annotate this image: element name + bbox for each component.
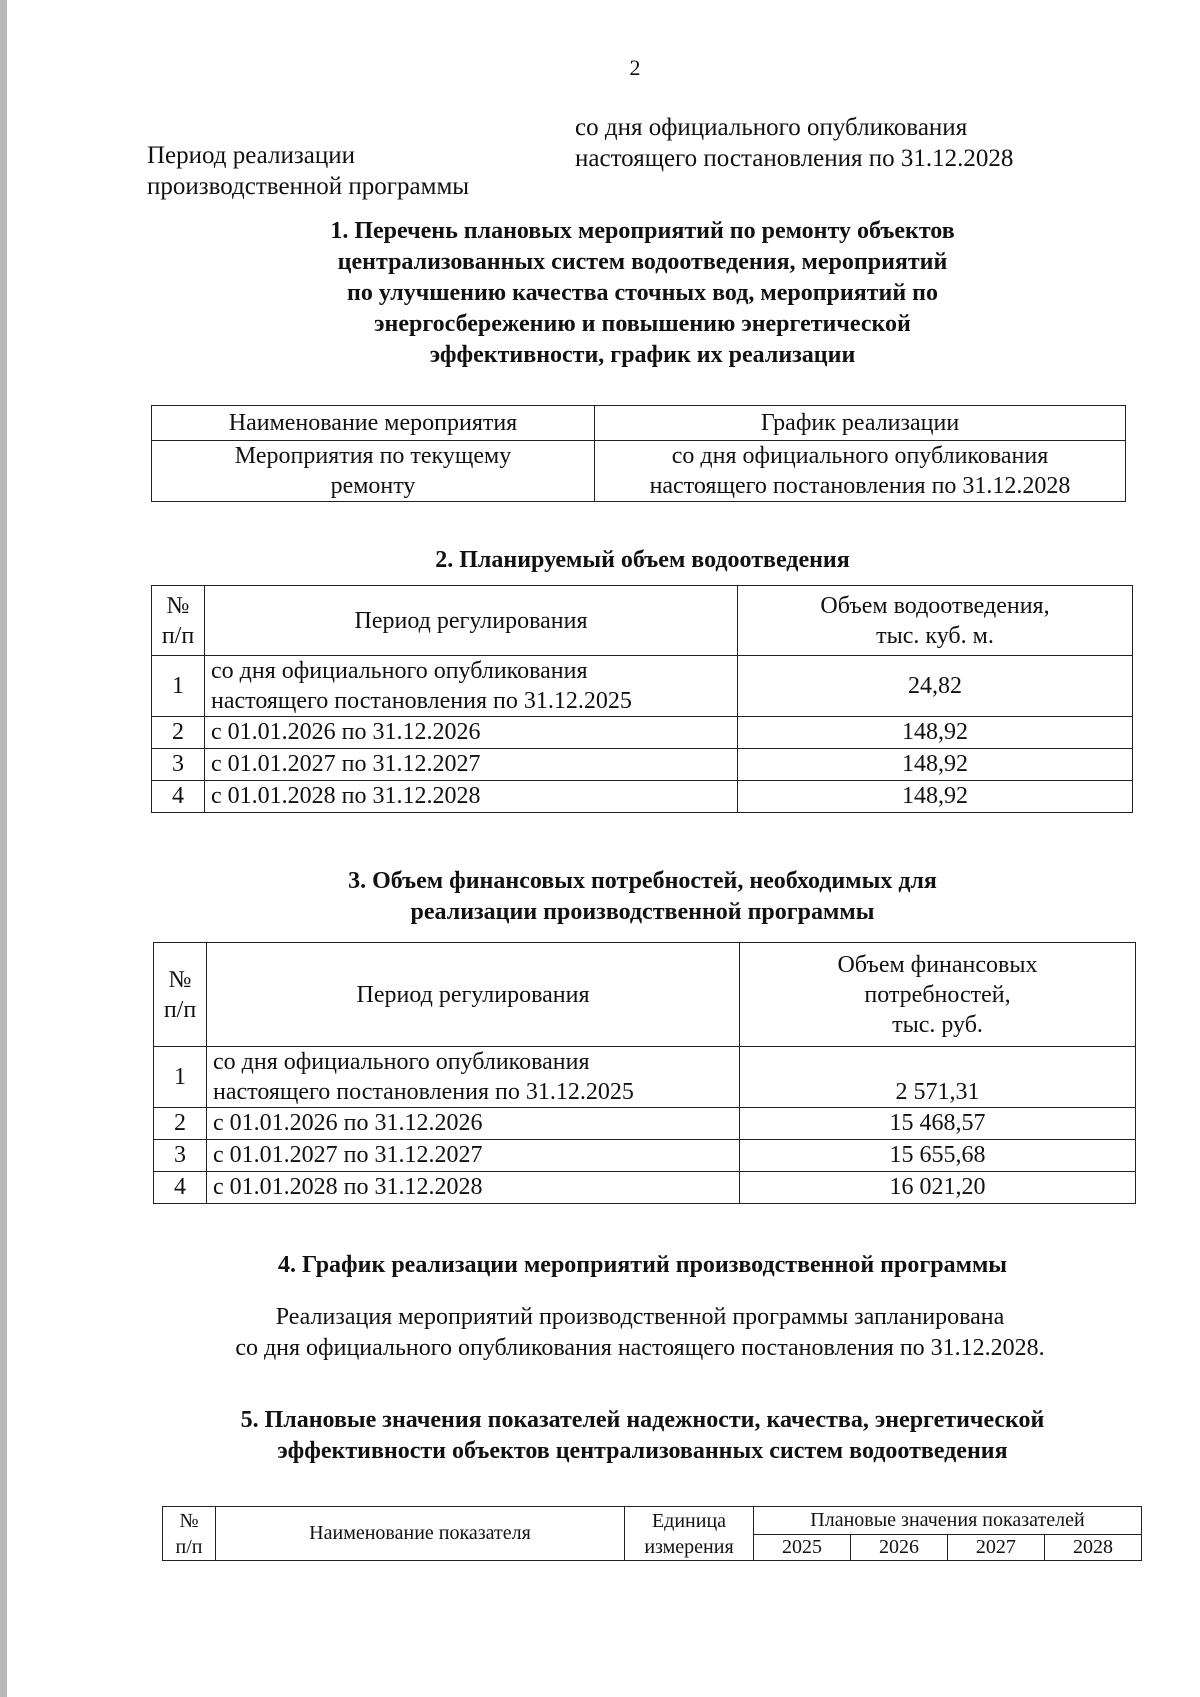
table-row	[154, 1047, 1136, 1108]
header-num	[154, 943, 207, 1047]
row-period: с 01.01.2027 по 31.12.2027	[205, 749, 738, 781]
header-num-line: п/п	[163, 996, 197, 1023]
table-header-row	[152, 406, 1126, 441]
row-period-line: со дня официального опубликования	[211, 658, 588, 684]
section4-text-line: Реализация мероприятий производственной программы запланирована	[275, 1304, 1005, 1330]
section1-title-line: энергосбережению и повышению энергетической	[374, 311, 911, 337]
row-num: 1	[154, 1047, 207, 1108]
header-volume	[738, 586, 1133, 656]
event-schedule-cell	[595, 441, 1126, 502]
period-value-line: со дня официального опубликования	[575, 114, 968, 141]
header-volume-line: Объем водоотведения,	[820, 592, 1050, 619]
financial-needs-table	[153, 942, 1136, 1204]
section3-title-line: реализации производственной программы	[410, 899, 875, 925]
table-row	[152, 656, 1133, 717]
section1-title-line: эффективности, график их реализации	[429, 342, 856, 368]
header-period: Период регулирования	[207, 943, 740, 1047]
header-volume-line: тыс. куб. м.	[876, 622, 994, 649]
header-num-line: №	[166, 592, 190, 619]
header-schedule: График реализации	[595, 406, 1126, 441]
row-period: с 01.01.2026 по 31.12.2026	[207, 1108, 740, 1140]
row-period	[207, 1047, 740, 1108]
section1-title-line: централизованных систем водоотведения, мероприятий	[337, 249, 948, 275]
header-event-name: Наименование мероприятия	[152, 406, 595, 441]
header-amount-line: тыс. руб.	[892, 1011, 983, 1038]
header-planned-values: Плановые значения показателей	[754, 1507, 1142, 1535]
table-row	[154, 1140, 1136, 1172]
event-schedule-line: настоящего постановления по 31.12.2028	[649, 473, 1071, 499]
section1-title-line: по улучшению качества сточных вод, мероприятий по	[347, 280, 938, 306]
row-value: 15 468,57	[740, 1108, 1136, 1140]
header-year: 2025	[754, 1535, 851, 1561]
table-row	[154, 1172, 1136, 1204]
row-value: 16 021,20	[740, 1172, 1136, 1204]
indicators-table	[162, 1506, 1142, 1561]
header-period: Период регулирования	[205, 586, 738, 656]
header-unit-line: измерения	[644, 1535, 734, 1558]
header-amount-line: потребностей,	[864, 981, 1011, 1008]
row-num: 2	[154, 1108, 207, 1140]
event-name-line: Мероприятия по текущему	[234, 443, 512, 469]
row-period: с 01.01.2027 по 31.12.2027	[207, 1140, 740, 1172]
section4-title: 4. График реализации мероприятий производственной программы	[277, 1252, 1008, 1278]
section5-title-line: 5. Плановые значения показателей надежности, качества, энергетической	[240, 1407, 1045, 1433]
header-num-line: п/п	[175, 1535, 203, 1558]
section1-title-line: 1. Перечень плановых мероприятий по ремонту объектов	[330, 218, 955, 244]
table-row	[152, 717, 1133, 749]
period-label	[147, 140, 469, 202]
row-value: 2 571,31	[740, 1047, 1136, 1108]
row-num: 1	[152, 656, 205, 717]
header-year: 2026	[850, 1535, 947, 1561]
event-name-line: ремонту	[330, 473, 416, 499]
period-label-line: Период реализации	[147, 142, 355, 169]
event-name-cell	[152, 441, 595, 502]
section5-title	[0, 1405, 1200, 1467]
row-value: 148,92	[738, 749, 1133, 781]
header-num	[152, 586, 205, 656]
table-header-row	[163, 1507, 1142, 1535]
header-num-line: №	[168, 966, 192, 993]
header-num-line: №	[179, 1509, 199, 1532]
row-num: 4	[152, 781, 205, 813]
wastewater-volume-table	[151, 585, 1133, 813]
row-num: 3	[152, 749, 205, 781]
page-number: 2	[629, 55, 641, 80]
table-row	[152, 441, 1126, 502]
header-amount	[740, 943, 1136, 1047]
section1-title	[0, 216, 1200, 371]
section5-title-line: эффективности объектов централизованных систем водоотведения	[277, 1438, 1008, 1464]
period-value	[575, 112, 1013, 174]
events-table	[151, 405, 1126, 502]
section2-title: 2. Планируемый объем водоотведения	[435, 547, 850, 573]
header-num	[163, 1507, 216, 1561]
period-label-line: производственной программы	[147, 173, 470, 200]
table-header-row	[154, 943, 1136, 1047]
row-period: с 01.01.2028 по 31.12.2028	[205, 781, 738, 813]
section4-text	[0, 1302, 1200, 1364]
row-value: 15 655,68	[740, 1140, 1136, 1172]
table-row	[154, 1108, 1136, 1140]
row-period-line: настоящего постановления по 31.12.2025	[211, 688, 632, 714]
row-period-line: настоящего постановления по 31.12.2025	[213, 1079, 634, 1105]
header-year: 2027	[947, 1535, 1044, 1561]
row-value: 148,92	[738, 717, 1133, 749]
event-schedule-line: со дня официального опубликования	[671, 443, 1049, 469]
header-num-line: п/п	[161, 622, 195, 649]
row-value: 148,92	[738, 781, 1133, 813]
section3-title-line: 3. Объем финансовых потребностей, необходимых для	[348, 868, 937, 894]
section3-title	[0, 866, 1200, 928]
header-unit-line: Единица	[651, 1509, 727, 1532]
table-row	[152, 749, 1133, 781]
row-period: с 01.01.2026 по 31.12.2026	[205, 717, 738, 749]
row-num: 4	[154, 1172, 207, 1204]
row-num: 3	[154, 1140, 207, 1172]
row-period: с 01.01.2028 по 31.12.2028	[207, 1172, 740, 1204]
header-amount-line: Объем финансовых	[837, 951, 1038, 978]
section4-text-line: со дня официального опубликования настоящего постановления по 31.12.2028.	[235, 1335, 1045, 1361]
header-year: 2028	[1044, 1535, 1141, 1561]
row-num: 2	[152, 717, 205, 749]
row-value: 24,82	[738, 656, 1133, 717]
period-value-line: настоящего постановления по 31.12.2028	[575, 145, 1014, 172]
table-row	[152, 781, 1133, 813]
header-unit	[625, 1507, 754, 1561]
header-indicator-name: Наименование показателя	[216, 1507, 625, 1561]
table-header-row	[152, 586, 1133, 656]
row-period-line: со дня официального опубликования	[213, 1049, 590, 1075]
row-period	[205, 656, 738, 717]
